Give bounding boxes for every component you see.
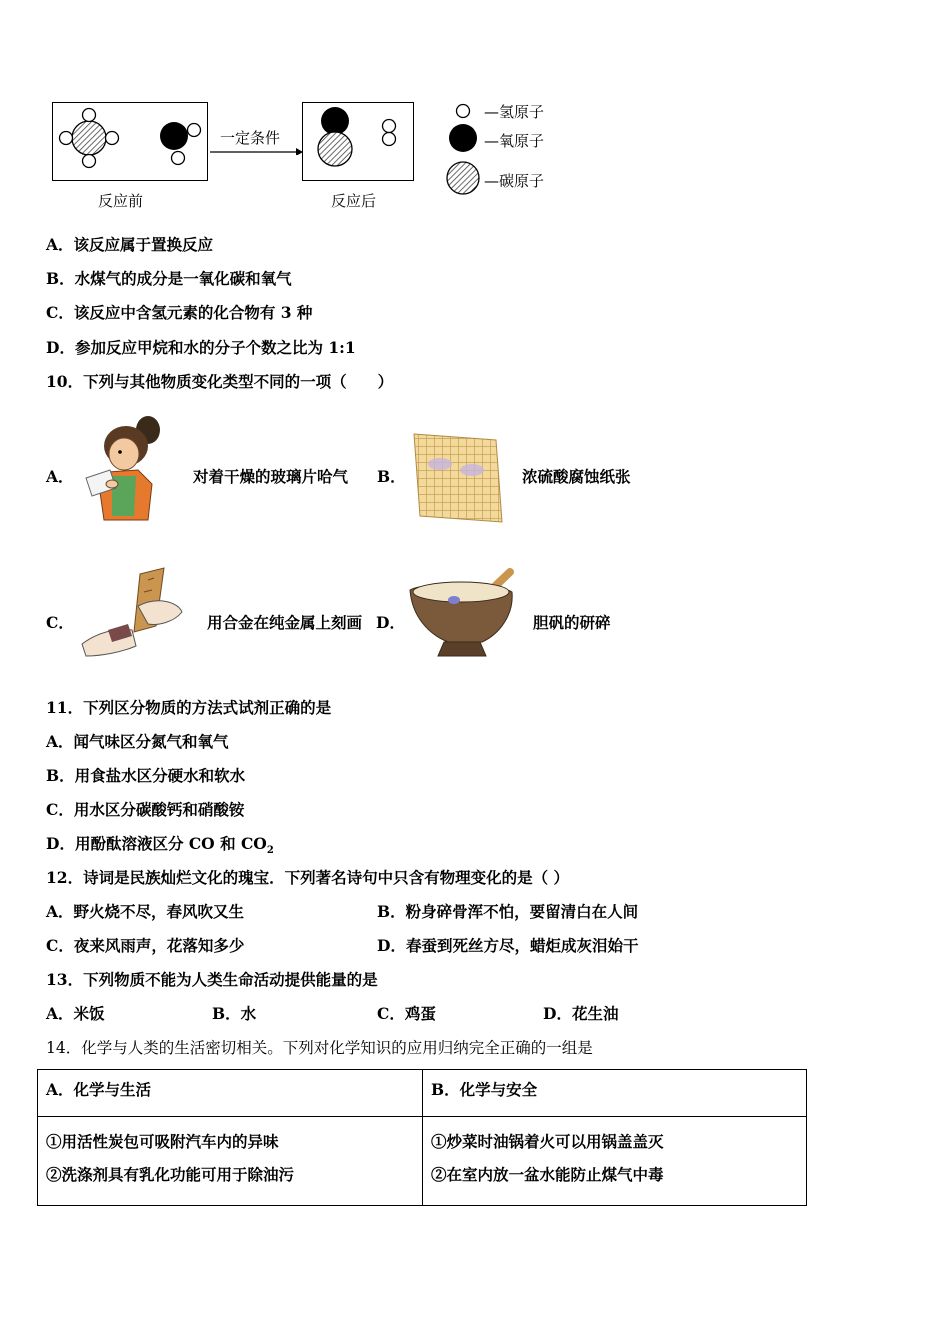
carbon-atom-icon	[447, 162, 479, 194]
q14-a-item-2: ②洗涤剂具有乳化功能可用于除油污	[46, 1165, 295, 1184]
q11-option-d	[46, 834, 274, 861]
legend-hydrogen: —氢原子	[484, 103, 545, 121]
methane-water-molecules	[53, 103, 207, 180]
q10-c-text: 用合金在纯金属上刻画	[207, 613, 363, 632]
q12-stem: 12．诗词是民族灿烂文化的瑰宝．下列著名诗句中只含有物理变化的是（ ）	[46, 868, 569, 887]
corroded-paper-icon	[410, 430, 505, 525]
h2-atom-top	[383, 120, 396, 133]
q13-option-a: A．米饭	[46, 1004, 105, 1023]
before-label: 反应前	[98, 192, 144, 210]
co-h2-molecules	[303, 103, 413, 180]
q11-option-d-subscript: 2	[266, 845, 274, 857]
h2-atom-bottom	[383, 133, 396, 146]
q14-table	[37, 1069, 807, 1206]
q13-option-d: D．花生油	[543, 1004, 619, 1023]
q13-stem: 13．下列物质不能为人类生命活动提供能量的是	[46, 970, 378, 989]
mortar-pestle-icon	[404, 566, 524, 661]
q12-option-d: D．春蚕到死丝方尽，蜡炬成灰泪始干	[377, 936, 639, 955]
oxygen-atom-icon	[449, 124, 477, 152]
q11-option-a: A．闻气味区分氮气和氧气	[46, 732, 229, 751]
q10-b-letter: B．	[377, 467, 406, 486]
q10-a-text: 对着干燥的玻璃片哈气	[193, 467, 349, 486]
co-oxygen-atom	[321, 107, 349, 135]
water-hydrogen-right	[188, 124, 201, 137]
atom-legend-icons	[445, 98, 485, 198]
after-box	[302, 102, 414, 181]
q11-option-c: C．用水区分碳酸钙和硝酸铵	[46, 800, 245, 819]
q14-table-head-a: A．化学与生活	[38, 1070, 423, 1117]
q14-table-body-a	[38, 1117, 423, 1206]
q14-b-item-1: ①炒菜时油锅着火可以用锅盖盖灭	[431, 1132, 664, 1151]
q12-option-a: A．野火烧不尽，春风吹又生	[46, 902, 245, 921]
q10-d-text: 胆矾的研碎	[533, 613, 611, 632]
co-carbon-atom	[318, 132, 352, 166]
q14-a-item-1: ①用活性炭包可吸附汽车内的异味	[46, 1132, 279, 1151]
water-hydrogen-bottom	[172, 152, 185, 165]
q9-option-c: C．该反应中含氢元素的化合物有 3 种	[46, 303, 313, 322]
q13-option-b: B．水	[212, 1004, 257, 1023]
q9-option-d: D．参加反应甲烷和水的分子个数之比为 1:1	[46, 338, 356, 357]
arrow-condition-label: 一定条件	[220, 129, 281, 147]
q12-option-b: B．粉身碎骨浑不怕，要留清白在人间	[377, 902, 639, 921]
q9-option-a: A．该反应属于置换反应	[46, 235, 214, 254]
q10-stem: 10．下列与其他物质变化类型不同的一项（ ）	[46, 372, 394, 391]
legend-oxygen: —氧原子	[484, 132, 545, 150]
legend-carbon: —碳原子	[484, 172, 545, 190]
girl-breathing-on-glass-icon	[78, 412, 170, 522]
q14-b-item-2: ②在室内放一盆水能防止煤气中毒	[431, 1165, 664, 1184]
methane-hydrogen-bottom	[83, 155, 96, 168]
q10-a-letter: A．	[46, 467, 74, 486]
q11-option-b: B．用食盐水区分硬水和软水	[46, 766, 246, 785]
q10-d-letter: D．	[376, 613, 405, 632]
q9-option-b: B．水煤气的成分是一氧化碳和氧气	[46, 269, 292, 288]
carving-metal-icon	[78, 566, 188, 661]
hydrogen-atom-icon	[457, 105, 470, 118]
before-box	[52, 102, 208, 181]
methane-carbon-atom	[72, 121, 106, 155]
water-oxygen-atom	[160, 122, 188, 150]
q13-option-c: C．鸡蛋	[377, 1004, 436, 1023]
methane-hydrogen-right	[106, 132, 119, 145]
after-label: 反应后	[331, 192, 377, 210]
q14-table-body-b	[423, 1117, 807, 1206]
q10-c-letter: C．	[46, 613, 74, 632]
q11-option-d-text: D．用酚酞溶液区分 CO 和 CO	[46, 834, 267, 853]
q11-stem: 11．下列区分物质的方法式试剂正确的是	[46, 698, 332, 717]
q14-table-head-b: B．化学与安全	[423, 1070, 807, 1117]
q14-stem: 14．化学与人类的生活密切相关。下列对化学知识的应用归纳完全正确的一组是	[46, 1039, 593, 1057]
q10-b-text: 浓硫酸腐蚀纸张	[522, 467, 631, 486]
methane-hydrogen-top	[83, 109, 96, 122]
q12-option-c: C．夜来风雨声，花落知多少	[46, 936, 245, 955]
methane-hydrogen-left	[60, 132, 73, 145]
